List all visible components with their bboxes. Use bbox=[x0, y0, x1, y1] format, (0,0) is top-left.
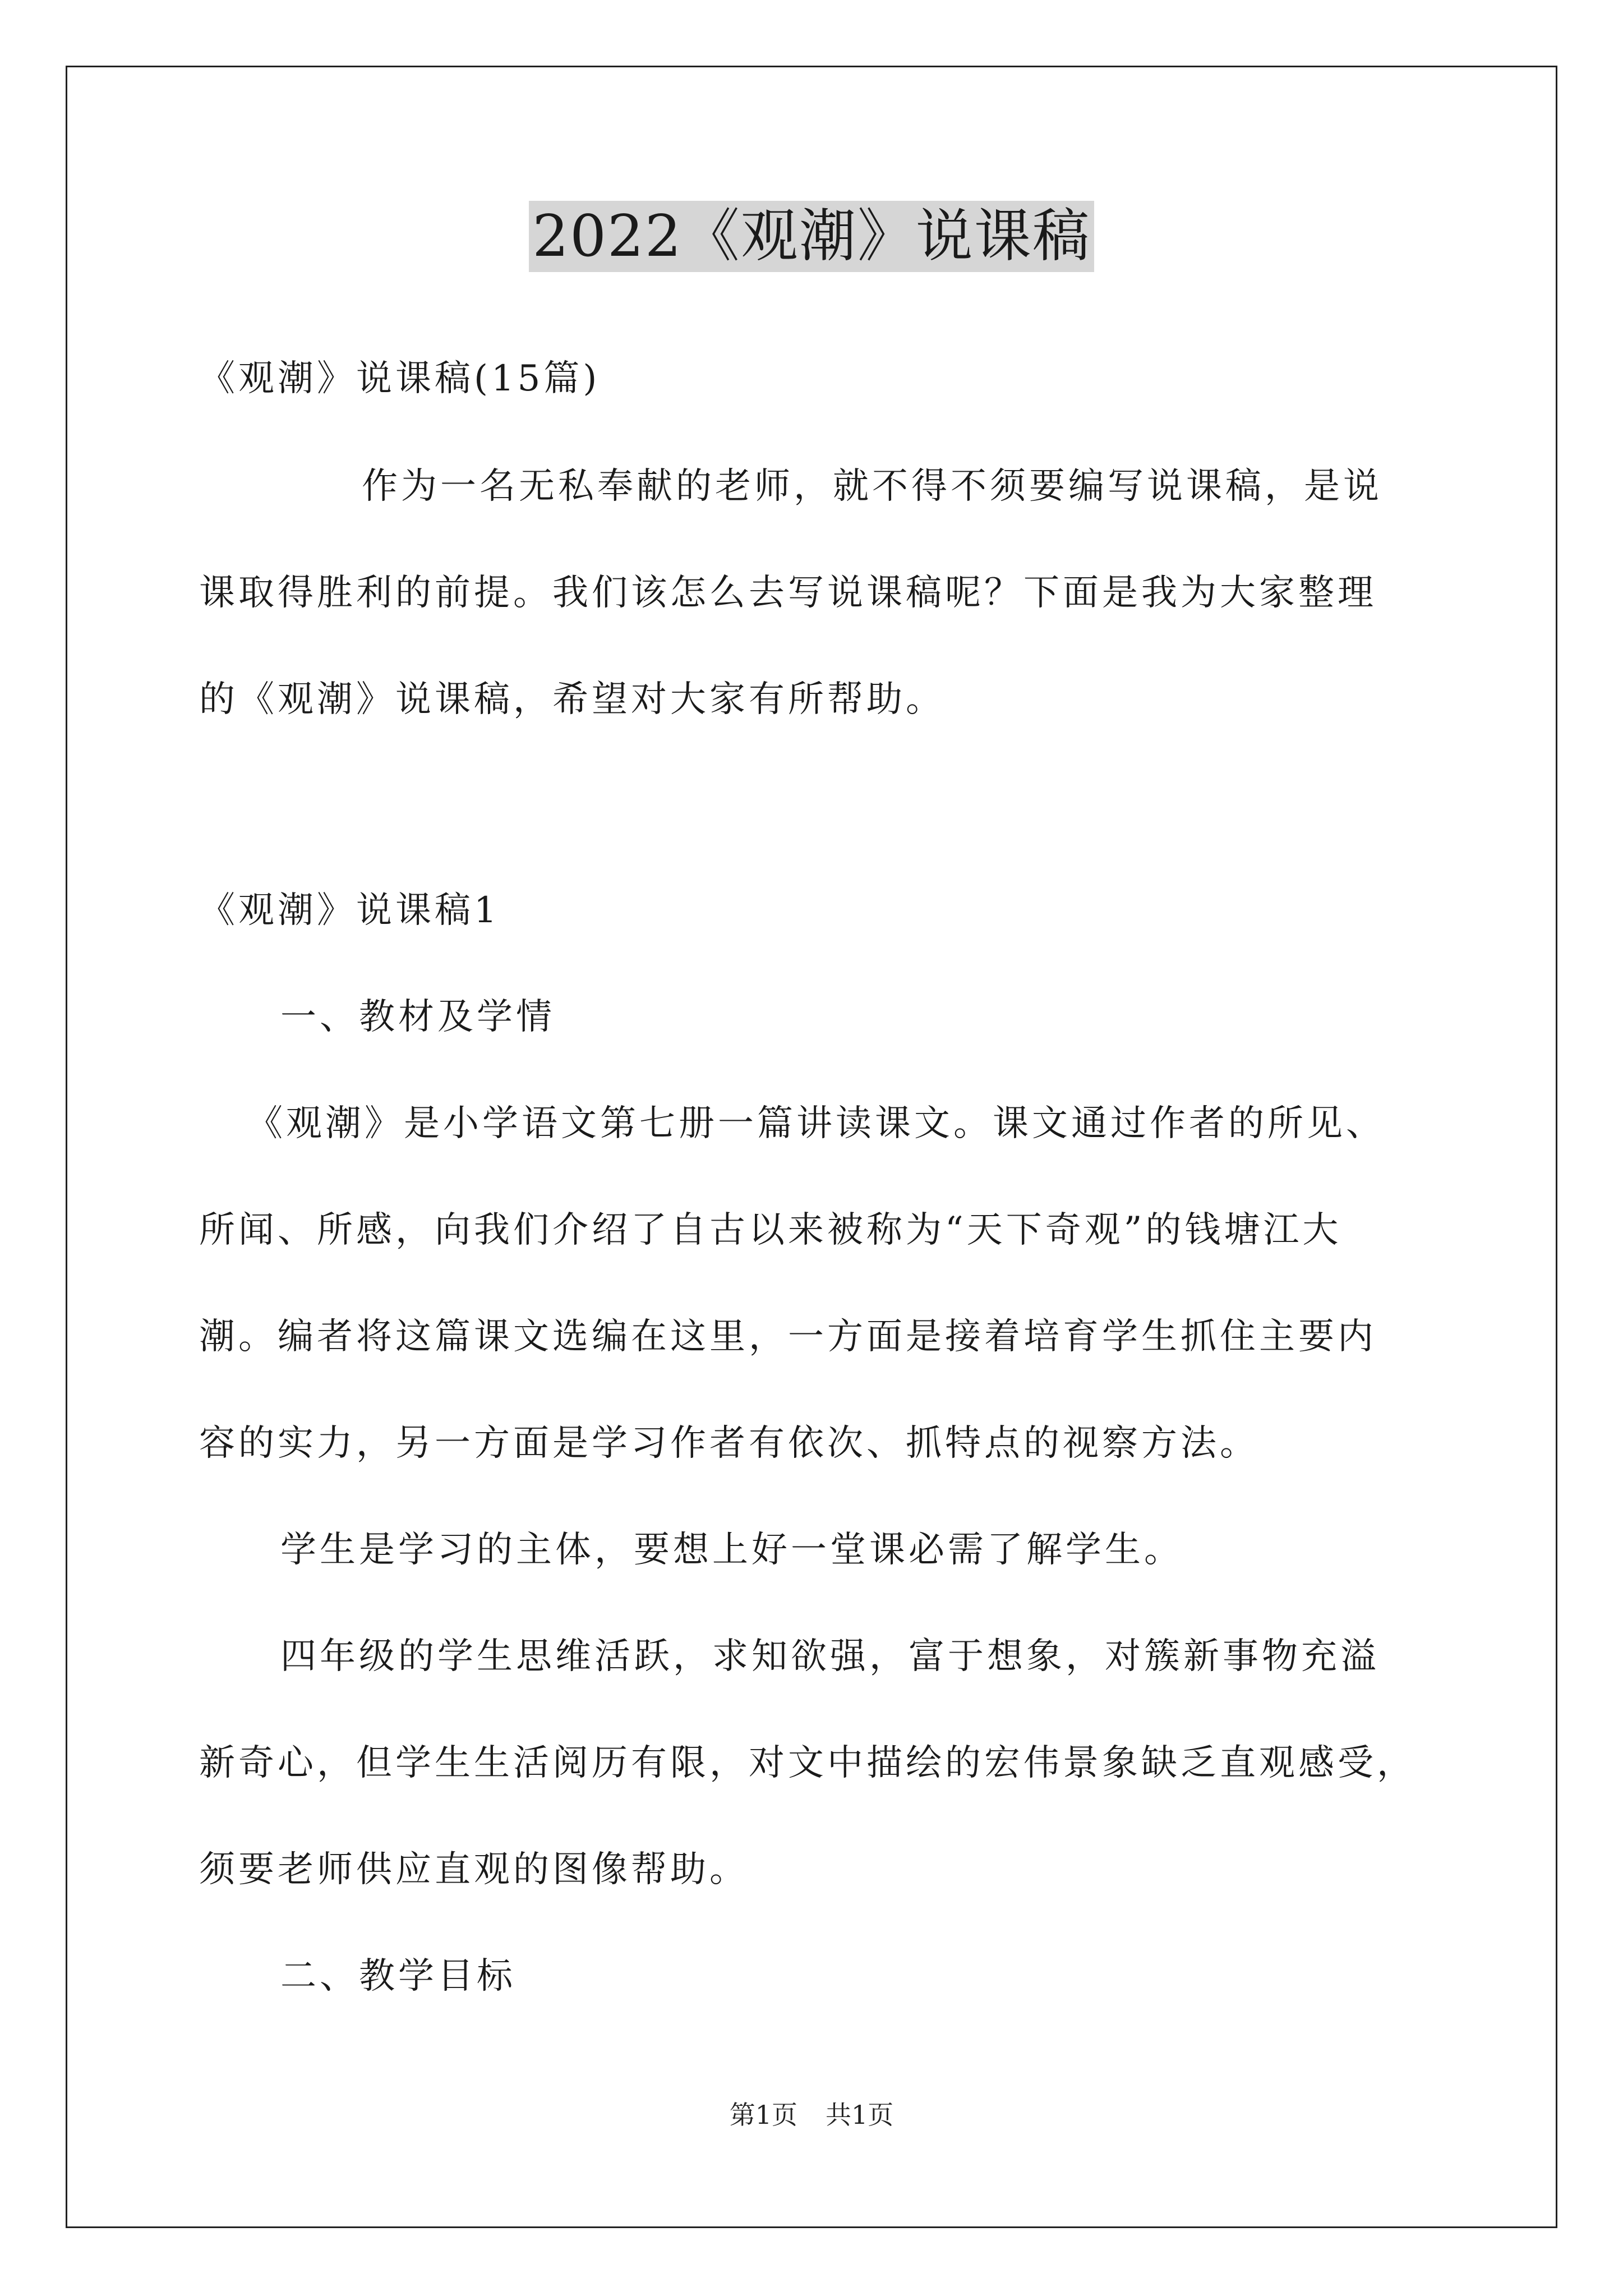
intro-line-3: 的《观潮》说课稿，希望对大家有所帮助。 bbox=[199, 679, 945, 720]
part1-heading: 一、教材及学情 bbox=[280, 996, 555, 1038]
para1-line-2: 所闻、所感，向我们介绍了自古以来被称为“天下奇观”的钱塘江大 bbox=[199, 1209, 1342, 1251]
page-footer bbox=[0, 2098, 1623, 2132]
para3-line-3: 须要老师供应直观的图像帮助。 bbox=[199, 1849, 749, 1890]
title-text: 2022《观潮》说课稿 bbox=[529, 201, 1094, 272]
subtitle: 《观潮》说课稿(15篇) bbox=[199, 358, 601, 399]
page-current: 第1页 bbox=[729, 2100, 797, 2130]
page-total: 共1页 bbox=[826, 2100, 894, 2130]
part2-heading: 二、教学目标 bbox=[280, 1955, 516, 1997]
section-heading: 《观潮》说课稿1 bbox=[199, 890, 500, 931]
para1-line-3: 潮。编者将这篇课文选编在这里，一方面是接着培育学生抓住主要内 bbox=[199, 1316, 1377, 1358]
intro-line-1: 作为一名无私奉献的老师，就不得不须要编写说课稿，是说 bbox=[362, 466, 1382, 507]
para2-line-1: 学生是学习的主体，要想上好一堂课必需了解学生。 bbox=[280, 1529, 1183, 1571]
para1-line-1: 《观潮》是小学语文第七册一篇讲读课文。课文通过作者的所见、 bbox=[247, 1103, 1385, 1144]
para3-line-1: 四年级的学生思维活跃，求知欲强，富于想象，对簇新事物充溢 bbox=[280, 1636, 1380, 1677]
document-title bbox=[0, 197, 1623, 276]
intro-line-2: 课取得胜利的前提。我们该怎么去写说课稿呢？下面是我为大家整理 bbox=[199, 572, 1377, 614]
para3-line-2: 新奇心，但学生生活阅历有限，对文中描绘的宏伟景象缺乏直观感受， bbox=[199, 1742, 1416, 1784]
para1-line-4: 容的实力，另一方面是学习作者有依次、抓特点的视察方法。 bbox=[199, 1423, 1259, 1464]
